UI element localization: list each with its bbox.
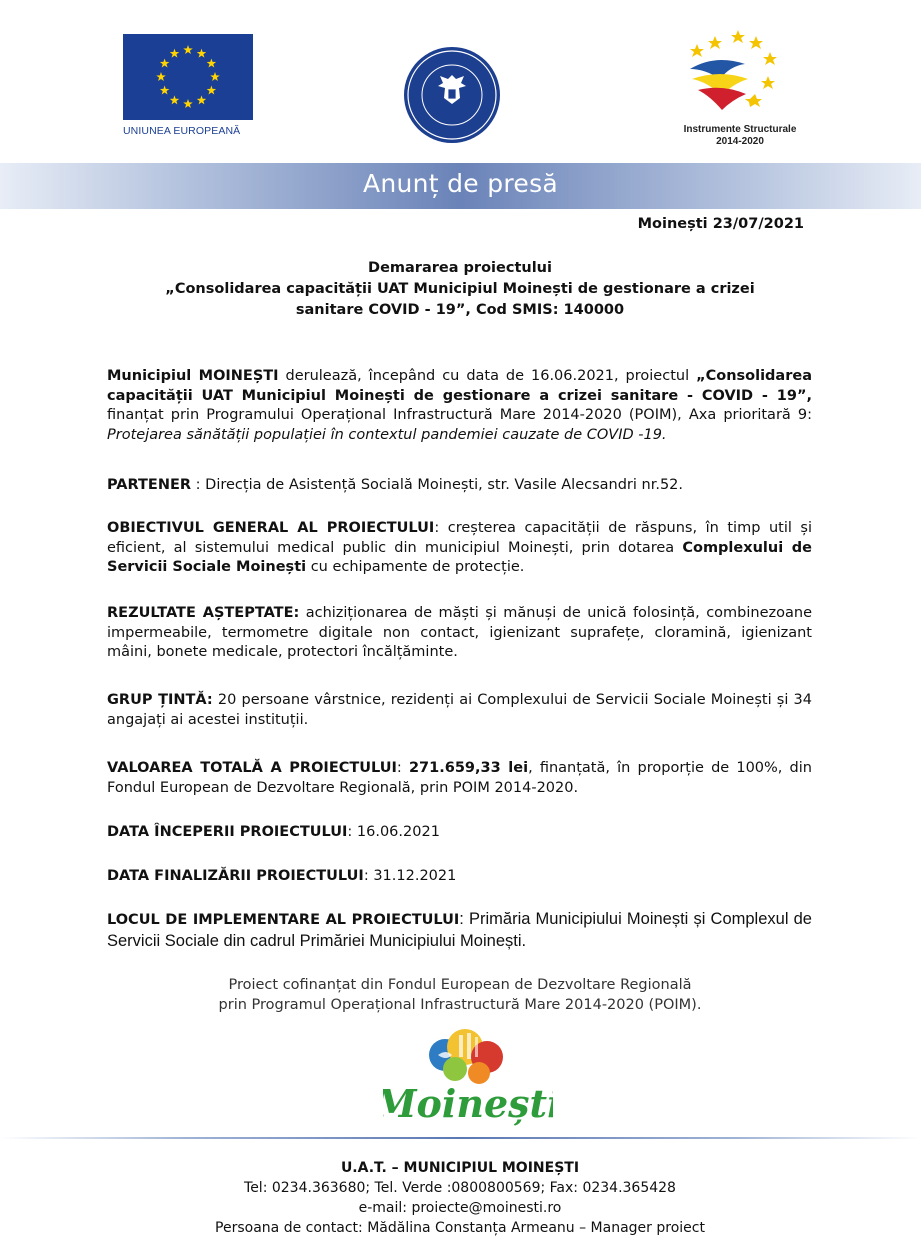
start-date-paragraph — [107, 823, 812, 843]
moinesti-wordmark: Moinești — [383, 1081, 553, 1126]
results-paragraph — [107, 604, 812, 663]
end-label: DATA FINALIZĂRII PROIECTULUI — [107, 868, 364, 884]
heading-line2: „Consolidarea capacității UAT Municipiul Moinești de gestionare a crizei — [165, 281, 755, 297]
structural-instruments-logo — [660, 24, 820, 154]
cofinance-note — [130, 975, 790, 1015]
eu-star-icon — [197, 95, 207, 104]
target-paragraph — [107, 691, 812, 730]
location-label: LOCUL DE IMPLEMENTARE AL PROIECTULUI — [107, 912, 460, 928]
value-paragraph — [107, 759, 812, 798]
eu-logo — [123, 34, 255, 137]
eu-star-icon — [170, 49, 180, 58]
press-release-banner — [0, 163, 921, 209]
eu-star-icon — [207, 59, 217, 68]
objective-text2: cu echipamente de protecție. — [306, 559, 525, 575]
heading-line3: sanitare COVID - 19”, Cod SMIS: 140000 — [295, 302, 625, 318]
footer-title: U.A.T. – MUNICIPIUL MOINEȘTI — [340, 1160, 580, 1176]
cofinance-line1: Proiect cofinanțat din Fondul European de Dezvoltare Regională — [228, 977, 692, 993]
value-amount: 271.659,33 lei — [408, 760, 529, 776]
end-text: : 31.12.2021 — [363, 868, 457, 884]
romanian-government-seal — [402, 45, 502, 145]
project-heading — [110, 258, 810, 321]
results-label: REZULTATE AȘTEPTATE: — [107, 605, 300, 621]
eu-star-icon — [197, 49, 207, 58]
eu-flag-icon — [123, 34, 253, 120]
cofinance-line2: prin Programul Operațional Infrastructură Mare 2014-2020 (POIM). — [218, 997, 702, 1013]
value-label: VALOAREA TOTALĂ A PROIECTULUI — [107, 760, 397, 776]
intro-paragraph — [107, 367, 812, 445]
objective-text1: : creșterea capacității de răspuns, în timp util și eficient, al sistemului medical public din municipiul Moinești, prin dotarea — [107, 520, 813, 556]
eu-star-icon — [183, 45, 193, 54]
footer-email: e-mail: proiecte@moinesti.ro — [358, 1200, 562, 1216]
eu-star-icon — [210, 72, 220, 81]
end-date-paragraph — [107, 867, 812, 887]
heading-line1: Demararea proiectului — [368, 260, 552, 276]
eu-star-icon — [170, 95, 180, 104]
location-paragraph — [107, 909, 812, 952]
objective-label: OBIECTIVUL GENERAL AL PROIECTULUI — [107, 520, 435, 536]
partner-text: : Direcția de Asistență Socială Moinești, str. Vasile Alecsandri nr.52. — [191, 477, 684, 493]
results-text: achiziționarea de măști și mănuși de unică folosință, combinezoane impermeabile, termometre digitale non contact, igienizant suprafețe, cloramină, igienizant mâini, bonete medicale, protectori încălțăminte. — [107, 605, 812, 660]
start-label: DATA ÎNCEPERII PROIECTULUI — [107, 824, 348, 840]
objective-bold: Complexului de Servicii Sociale Moinești — [107, 539, 812, 575]
value-text: , finanțată, în proporție de 100%, din Fondul European de Dezvoltare Regională, prin POIM 2014-2020. — [107, 760, 812, 796]
is-caption-line1: Instrumente Structurale — [683, 124, 797, 135]
eu-star-icon — [160, 86, 170, 95]
is-caption-line2: 2014-2020 — [716, 136, 764, 147]
eu-star-icon — [183, 99, 193, 108]
intro-text1: derulează, începând cu data de 16.06.2021, proiectul — [278, 368, 697, 384]
intro-entity: Municipiul MOINEȘTI — [107, 368, 279, 384]
target-text: 20 persoane vârstnice, rezidenți ai Complexului de Servicii Sociale Moinești și 34 angajați ai acestei instituții. — [107, 692, 812, 728]
banner-title: Anunț de presă — [362, 169, 559, 198]
footer-contact: Persoana de contact: Mădălina Constanța Armeanu – Manager proiect — [215, 1220, 705, 1236]
start-text: : 16.06.2021 — [347, 824, 440, 840]
eu-star-icon — [156, 72, 166, 81]
footer-divider — [0, 1137, 921, 1139]
release-date: Moinești 23/07/2021 — [637, 216, 804, 232]
partner-paragraph — [107, 476, 812, 496]
footer-phones: Tel: 0234.363680; Tel. Verde :0800800569; Fax: 0234.365428 — [244, 1180, 676, 1196]
eu-caption: UNIUNEA EUROPEANĂ — [123, 125, 241, 137]
footer — [110, 1158, 810, 1238]
value-sep: : — [396, 760, 409, 776]
intro-text2: finanțat prin Programului Operațional Infrastructură Mare 2014-2020 (POIM), Axa prioritară 9: — [107, 407, 812, 423]
partner-label: PARTENER — [107, 477, 192, 493]
intro-axis-text: Protejarea sănătății populației în contextul pandemiei cauzate de COVID -19. — [107, 426, 667, 443]
eu-star-icon — [207, 86, 217, 95]
objective-paragraph — [107, 519, 812, 578]
moinesti-logo — [383, 1025, 553, 1130]
intro-project-name: „Consolidarea capacității UAT Municipiul Moinești de gestionare a crizei sanitare - COVID - 19”, — [107, 368, 812, 404]
target-label: GRUP ȚINTĂ: — [107, 692, 213, 708]
location-text: : Primăria Municipiului Moinești și Complexul de Servicii Sociale din cadrul Primăriei Municipiului Moinești. — [107, 910, 812, 950]
eu-star-icon — [160, 59, 170, 68]
